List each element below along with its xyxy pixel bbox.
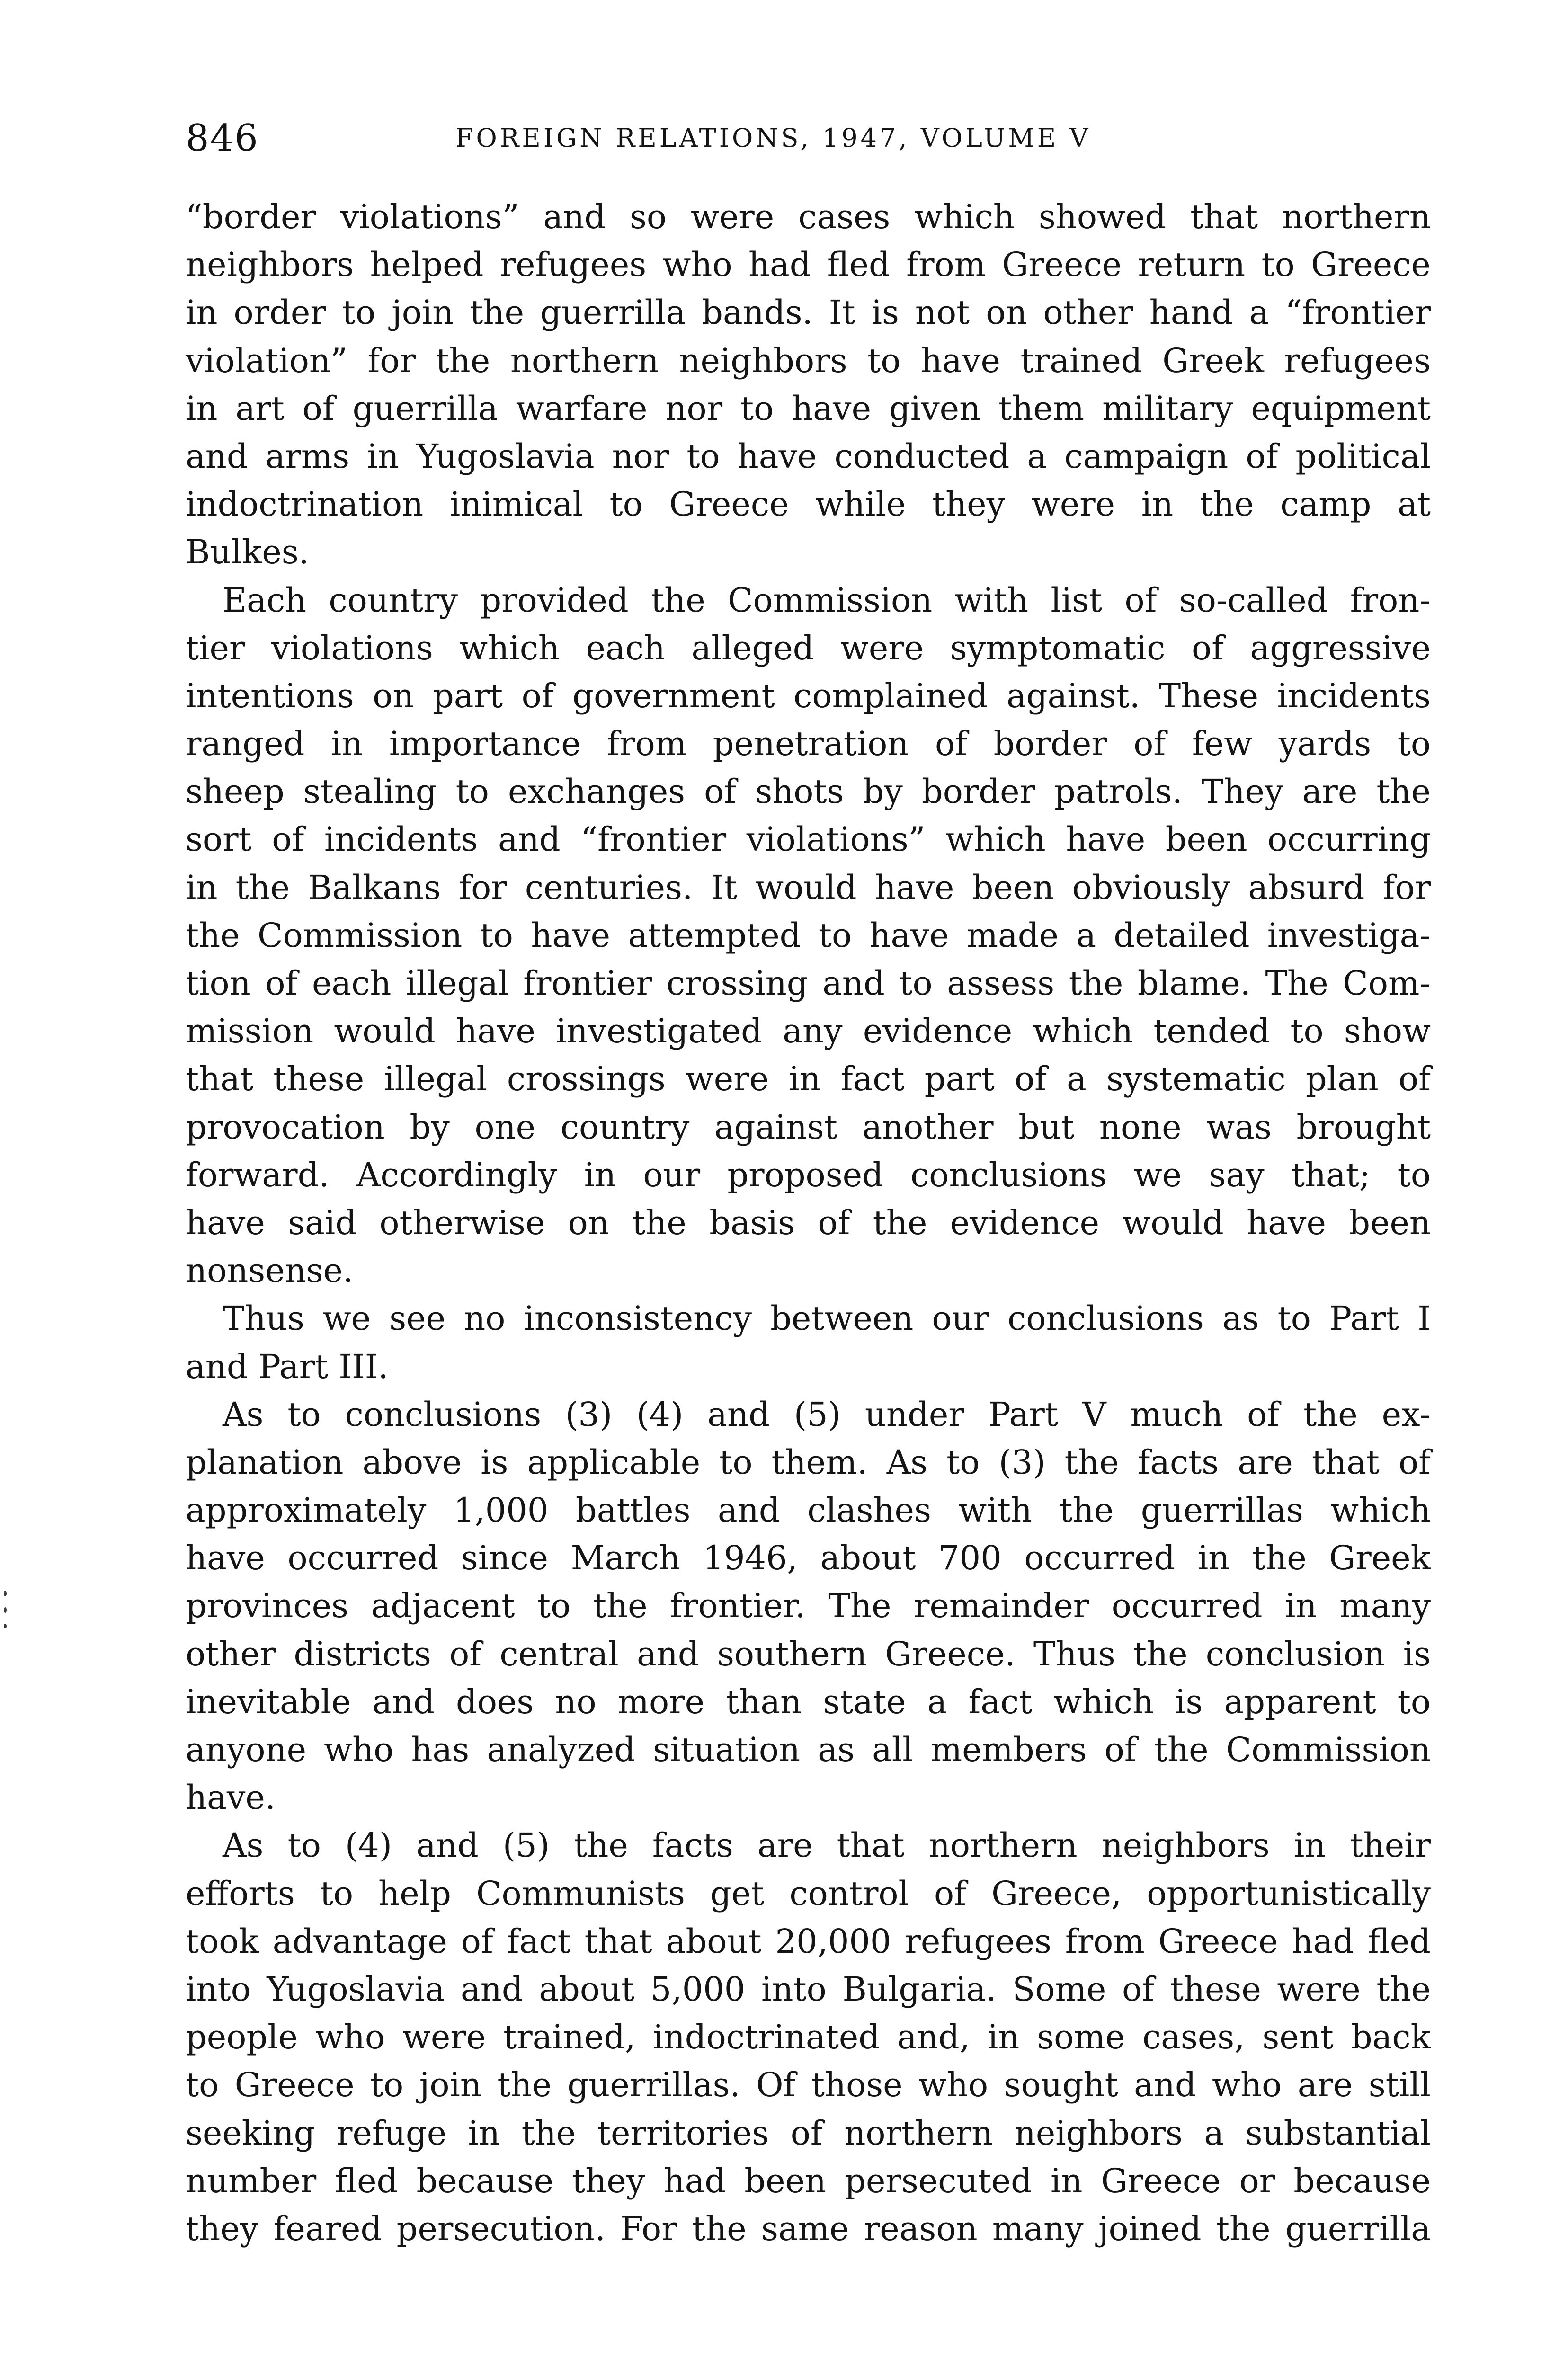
- text-line: approximately 1,000 battles and clashes with the guerrillas which: [186, 1491, 1431, 1530]
- text-line: to Greece to join the guerrillas. Of those who sought and who are still: [186, 2065, 1431, 2105]
- paragraph: [186, 193, 1431, 577]
- scan-speck: [4, 1607, 7, 1613]
- text-line: efforts to help Communists get control of Greece, opportunistically: [186, 1874, 1431, 1913]
- scan-speck: [4, 1591, 7, 1596]
- text-line: and arms in Yugoslavia nor to have conducted a campaign of political: [186, 436, 1431, 476]
- text-line: sheep stealing to exchanges of shots by border patrols. They are the: [186, 772, 1431, 811]
- text-line: planation above is applicable to them. As to (3) the facts are that of: [186, 1442, 1431, 1482]
- text-line: in the Balkans for centuries. It would have been obviously absurd for: [186, 868, 1431, 907]
- text-line: forward. Accordingly in our proposed conclusions we say that; to: [186, 1155, 1431, 1194]
- text-line: people who were trained, indoctrinated and, in some cases, sent back: [186, 2018, 1431, 2057]
- text-line: into Yugoslavia and about 5,000 into Bulgaria. Some of these were the: [186, 1969, 1431, 2009]
- text-line: have.: [186, 1778, 276, 1817]
- scan-speck: [4, 1624, 7, 1628]
- text-line: ranged in importance from penetration of border of few yards to: [186, 724, 1431, 764]
- text-line: anyone who has analyzed situation as all members of the Commission: [186, 1730, 1431, 1769]
- text-line: neighbors helped refugees who had fled from Greece return to Greece: [186, 245, 1431, 285]
- paragraph: [186, 1391, 1431, 1822]
- text-line: other districts of central and southern Greece. Thus the conclusion is: [186, 1634, 1431, 1673]
- text-line: violation” for the northern neighbors to have trained Greek refugees: [186, 341, 1431, 380]
- running-head: FOREIGN RELATIONS, 1947, VOLUME V: [455, 123, 1091, 153]
- text-line: As to conclusions (3) (4) and (5) under Part V much of the ex-: [223, 1395, 1431, 1434]
- text-line: number fled because they had been persecuted in Greece or because: [186, 2161, 1431, 2200]
- text-line: took advantage of fact that about 20,000 refugees from Greece had fled: [186, 1922, 1431, 1961]
- text-line: provocation by one country against another but none was brought: [186, 1107, 1431, 1147]
- text-line: indoctrination inimical to Greece while they were in the camp at: [186, 485, 1431, 524]
- text-line: Thus we see no inconsistency between our conclusions as to Part I: [223, 1299, 1431, 1338]
- text-line: sort of incidents and “frontier violations” which have been occurring: [186, 820, 1431, 859]
- text-line: As to (4) and (5) the facts are that northern neighbors in their: [223, 1826, 1431, 1865]
- text-line: the Commission to have attempted to have made a detailed investiga-: [186, 916, 1431, 955]
- text-line: they feared persecution. For the same reason many joined the guerrilla: [186, 2209, 1431, 2248]
- text-line: “border violations” and so were cases which showed that northern: [186, 197, 1431, 236]
- paragraph: [186, 577, 1431, 1295]
- text-line: and Part III.: [186, 1347, 389, 1386]
- page-number: 846: [186, 117, 259, 160]
- paragraph: [186, 1295, 1431, 1390]
- body-text: [186, 193, 1431, 2253]
- text-line: have said otherwise on the basis of the evidence would have been: [186, 1203, 1431, 1242]
- text-line: in order to join the guerrilla bands. It is not on other hand a “frontier: [186, 293, 1431, 332]
- text-line: that these illegal crossings were in fact part of a systematic plan of: [186, 1059, 1431, 1099]
- text-line: inevitable and does no more than state a fact which is apparent to: [186, 1682, 1431, 1721]
- text-line: nonsense.: [186, 1251, 354, 1290]
- text-line: Each country provided the Commission with list of so-called fron-: [223, 580, 1431, 620]
- text-line: in art of guerrilla warfare nor to have given them military equipment: [186, 389, 1431, 428]
- text-line: mission would have investigated any evidence which tended to show: [186, 1012, 1431, 1051]
- text-line: provinces adjacent to the frontier. The remainder occurred in many: [186, 1586, 1431, 1626]
- text-line: have occurred since March 1946, about 700 occurred in the Greek: [186, 1539, 1431, 1578]
- text-line: Bulkes.: [186, 533, 309, 572]
- text-line: seeking refuge in the territories of northern neighbors a substantial: [186, 2113, 1431, 2153]
- text-line: intentions on part of government complained against. These incidents: [186, 676, 1431, 715]
- page-header: [186, 110, 1431, 167]
- text-line: tier violations which each alleged were symptomatic of aggressive: [186, 628, 1431, 667]
- paragraph: [186, 1822, 1431, 2253]
- text-line: tion of each illegal frontier crossing and to assess the blame. The Com-: [186, 964, 1431, 1003]
